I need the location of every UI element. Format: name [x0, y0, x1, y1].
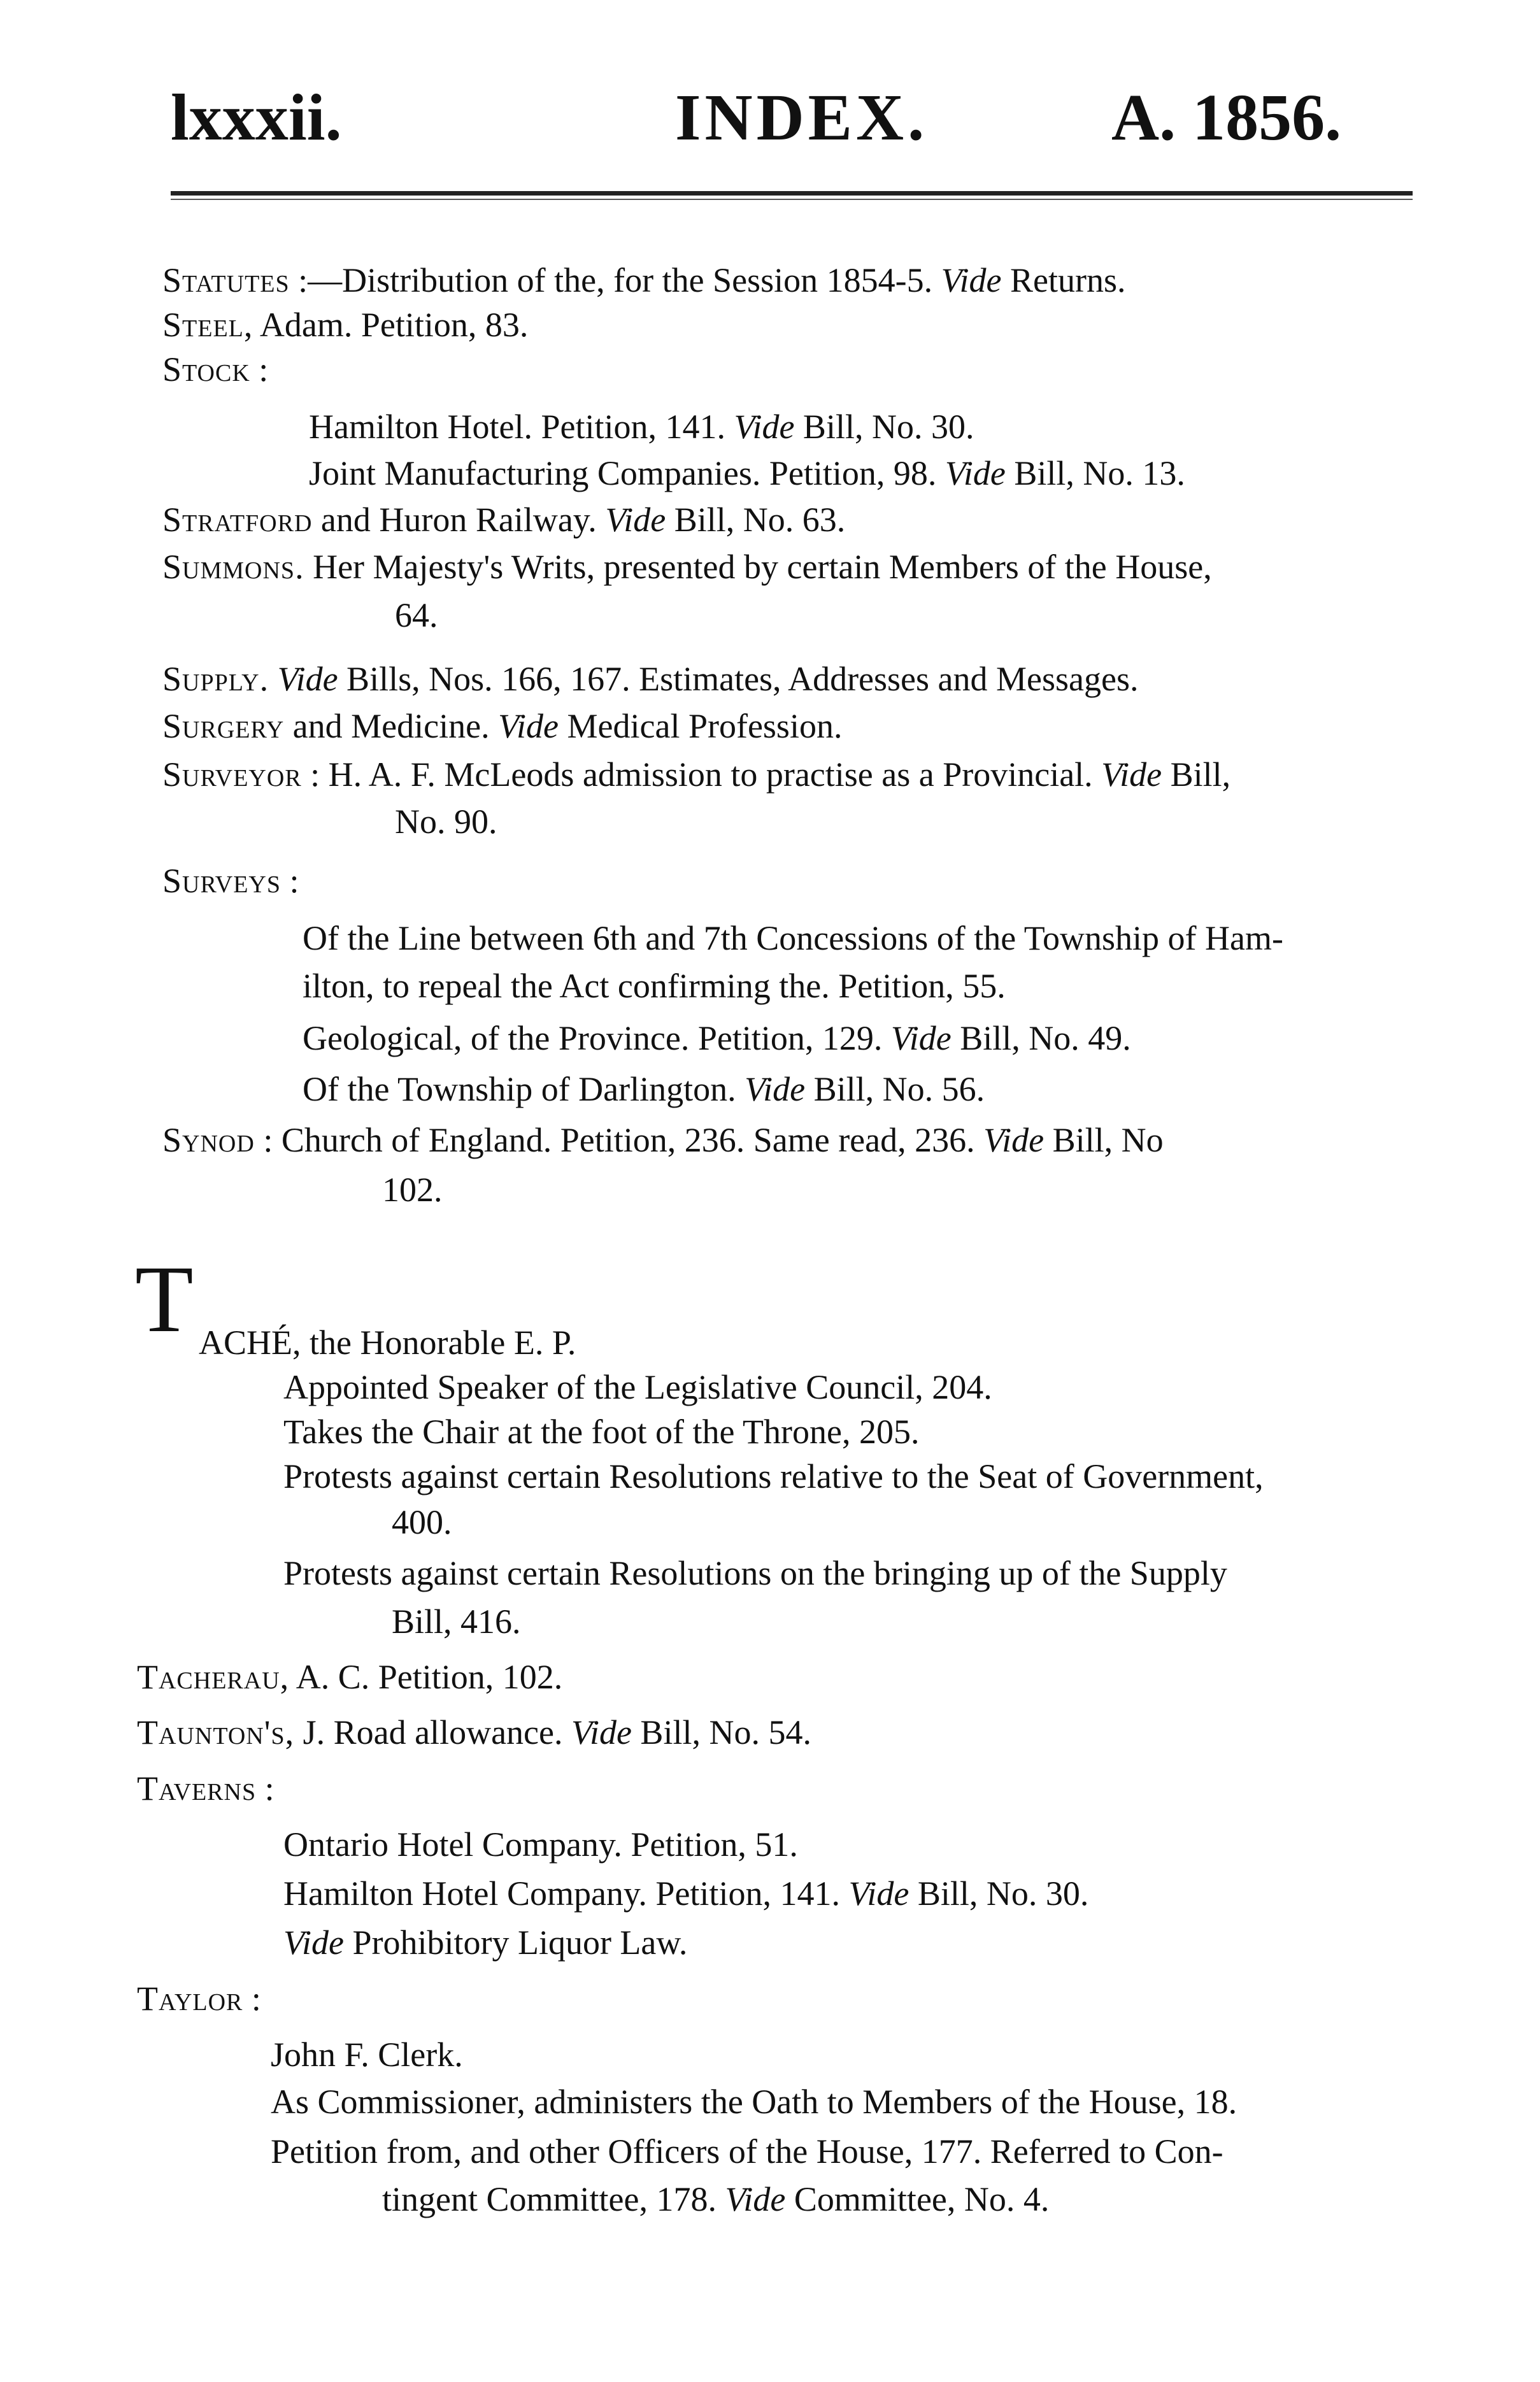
- index-heading: Taunton's,: [137, 1713, 295, 1751]
- index-heading: Synod: [162, 1121, 255, 1159]
- index-line: [283, 1363, 992, 1411]
- index-text: ilton, to repeal the Act confirming the. Petition, 55.: [303, 967, 1006, 1005]
- index-text: Bill, No. 13.: [1005, 454, 1185, 492]
- index-heading: Summons.: [162, 548, 304, 586]
- index-heading: Stratford: [162, 501, 313, 539]
- index-text: Takes the Chair at the foot of the Throne, 205.: [283, 1413, 920, 1451]
- vide-reference: Vide: [571, 1713, 632, 1751]
- index-line: [395, 797, 497, 846]
- index-line: [392, 1597, 521, 1646]
- index-text: ACHÉ, the Honorable E. P.: [199, 1323, 576, 1362]
- index-line: [382, 1166, 443, 1214]
- index-heading: Stock: [162, 350, 250, 389]
- index-line: [162, 702, 842, 750]
- index-text: Of the Line between 6th and 7th Concessions of the Township of Ham-: [303, 919, 1283, 957]
- index-text: Appointed Speaker of the Legislative Council, 204.: [283, 1368, 992, 1406]
- index-heading: Taverns: [137, 1769, 257, 1808]
- vide-reference: Vide: [983, 1121, 1044, 1159]
- index-heading: Statutes: [162, 261, 290, 299]
- index-text: Bill, No. 30.: [909, 1874, 1089, 1913]
- index-line: [162, 543, 1212, 591]
- index-line: [392, 1498, 452, 1546]
- index-line: [283, 1869, 1088, 1918]
- index-line: [137, 1974, 261, 2023]
- vide-reference: Vide: [605, 501, 666, 539]
- index-heading: Surveys: [162, 862, 282, 900]
- index-text: and Medicine.: [284, 707, 499, 745]
- index-text: Bill, 416.: [392, 1602, 521, 1641]
- index-text: Joint Manufacturing Companies. Petition, 98.: [309, 454, 945, 492]
- header-rule: [171, 191, 1413, 196]
- index-line: [395, 591, 438, 639]
- index-text: Adam. Petition, 83.: [253, 306, 529, 344]
- index-line: [382, 2175, 1049, 2223]
- index-text: Hamilton Hotel. Petition, 141.: [309, 408, 734, 446]
- index-text: Her Majesty's Writs, presented by certain Members of the House,: [304, 548, 1212, 586]
- index-line: [283, 1408, 919, 1456]
- index-line: [303, 914, 1283, 962]
- vide-reference: Vide: [283, 1923, 344, 1962]
- index-text: Hamilton Hotel Company. Petition, 141.: [283, 1874, 849, 1913]
- index-text: [269, 660, 278, 698]
- index-text: : H. A. F. McLeods admission to practise as a Provincial.: [301, 755, 1102, 794]
- index-text: :: [243, 1979, 261, 2018]
- index-text: As Commissioner, administers the Oath to Members of the House, 18.: [271, 2083, 1237, 2121]
- index-text: Bill, No. 54.: [631, 1713, 811, 1751]
- index-text: 102.: [382, 1171, 443, 1209]
- index-line: [283, 1918, 687, 1967]
- vide-reference: Vide: [1101, 755, 1162, 794]
- vide-reference: Vide: [734, 408, 795, 446]
- index-text: Ontario Hotel Company. Petition, 51.: [283, 1825, 798, 1864]
- index-text: Bill, No. 49.: [951, 1019, 1131, 1057]
- index-text: Petition from, and other Officers of the House, 177. Referred to Con-: [271, 2132, 1223, 2171]
- index-text: :: [281, 862, 299, 900]
- index-text: Bill, No: [1044, 1121, 1164, 1159]
- index-line: [162, 256, 1126, 304]
- vide-reference: Vide: [945, 454, 1006, 492]
- index-text: :: [256, 1769, 274, 1808]
- index-line: [137, 1708, 811, 1757]
- index-heading: Surveyor: [162, 755, 302, 794]
- index-text: A. C. Petition, 102.: [289, 1658, 563, 1696]
- index-text: : Church of England. Petition, 236. Same read, 236.: [254, 1121, 984, 1159]
- page-number: lxxxii.: [171, 81, 342, 154]
- vide-reference: Vide: [498, 707, 559, 745]
- index-line: [137, 1764, 274, 1813]
- index-line: [162, 496, 845, 544]
- index-text: Bill, No. 30.: [794, 408, 974, 446]
- index-line: [199, 1318, 576, 1367]
- index-text: :: [250, 350, 269, 389]
- year-label: A. 1856.: [1111, 81, 1342, 154]
- index-line: [303, 1014, 1131, 1062]
- vide-reference: Vide: [941, 261, 1002, 299]
- index-text: Bill,: [1162, 755, 1231, 794]
- page-header: [0, 70, 1540, 166]
- index-text: J. Road allowance.: [294, 1713, 571, 1751]
- index-heading: Surgery: [162, 707, 285, 745]
- index-heading: Supply.: [162, 660, 269, 698]
- index-line: [162, 750, 1230, 799]
- index-text: Committee, No. 4.: [785, 2180, 1050, 2218]
- index-text: :—Distribution of the, for the Session 1854-5.: [289, 261, 941, 299]
- index-line: [271, 2030, 463, 2079]
- index-text: Medical Profession.: [559, 707, 843, 745]
- index-line: [303, 1065, 985, 1113]
- index-line: [271, 2127, 1223, 2176]
- index-text: 64.: [395, 596, 438, 634]
- index-text: 400.: [392, 1503, 452, 1541]
- index-line: [271, 2078, 1237, 2126]
- index-line: [283, 1820, 798, 1869]
- index-heading: Taylor: [137, 1979, 243, 2018]
- index-text: Protests against certain Resolutions relative to the Seat of Government,: [283, 1457, 1264, 1495]
- index-text: John F. Clerk.: [271, 2036, 463, 2074]
- index-line: [162, 655, 1138, 703]
- index-text: Of the Township of Darlington.: [303, 1070, 745, 1108]
- vide-reference: Vide: [890, 1019, 952, 1057]
- index-text: Protests against certain Resolutions on the bringing up of the Supply: [283, 1554, 1227, 1592]
- drop-cap: T: [135, 1246, 194, 1352]
- index-text: and Huron Railway.: [312, 501, 606, 539]
- index-text: No. 90.: [395, 802, 497, 841]
- header-rule-thin: [171, 199, 1413, 200]
- index-text: Bill, No. 56.: [805, 1070, 985, 1108]
- vide-reference: Vide: [277, 660, 338, 698]
- vide-reference: Vide: [745, 1070, 806, 1108]
- vide-reference: Vide: [848, 1874, 909, 1913]
- index-line: [162, 1116, 1164, 1164]
- index-text: Bill, No. 63.: [666, 501, 846, 539]
- index-text: Geological, of the Province. Petition, 129.: [303, 1019, 891, 1057]
- page-title: INDEX.: [675, 81, 929, 154]
- index-line: [283, 1549, 1227, 1597]
- index-line: [137, 1653, 562, 1701]
- index-text: Bills, Nos. 166, 167. Estimates, Addresses and Messages.: [338, 660, 1139, 698]
- index-line: [162, 345, 268, 394]
- index-text: tingent Committee, 178.: [382, 2180, 725, 2218]
- index-line: [162, 301, 528, 349]
- index-text: Prohibitory Liquor Law.: [343, 1923, 688, 1962]
- index-line: [162, 857, 299, 905]
- index-heading: Steel,: [162, 306, 253, 344]
- index-text: Returns.: [1001, 261, 1126, 299]
- vide-reference: Vide: [725, 2180, 786, 2218]
- index-line: [283, 1452, 1264, 1501]
- index-line: [309, 449, 1185, 497]
- index-line: [303, 962, 1006, 1010]
- index-line: [309, 403, 974, 451]
- index-heading: Tacherau,: [137, 1658, 290, 1696]
